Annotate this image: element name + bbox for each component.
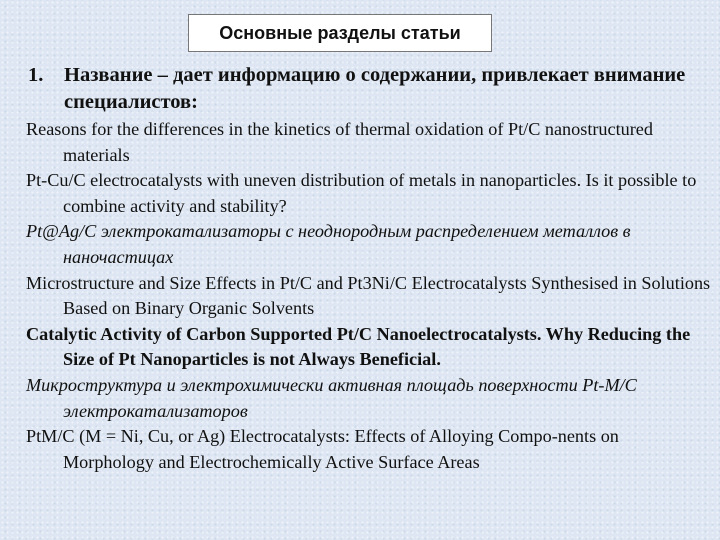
point-text: Название – дает информацию о содержании, привлекает внимание специалистов: xyxy=(64,64,686,113)
section-title xyxy=(188,14,492,52)
list-item: Микроструктура и электрохимически активная площадь поверхности Pt-M/C электрокатализаторов xyxy=(26,374,637,421)
list-item: Pt-Cu/C electrocatalysts with uneven distribution of metals in nanoparticles. Is it possible to combine activity and stability? xyxy=(26,170,697,216)
list-item: Catalytic Activity of Carbon Supported Pt/C Nanoelectrocatalysts. Why Reducing the Size of Pt Nanoparticles is not Always Beneficial. xyxy=(26,323,691,370)
list-item: Pt@Ag/C электрокатализаторы с неоднородным распределением металлов в наночастицах xyxy=(26,221,631,267)
list-item: PtM/C (M = Ni, Cu, or Ag) Electrocatalysts: Effects of Alloying Compo-nents on Morphology and Electrochemically Active Surface Areas xyxy=(26,426,619,472)
point-number: 1. xyxy=(28,64,44,86)
article-title-list xyxy=(26,117,712,475)
list-item: Reasons for the differences in the kinetics of thermal oxidation of Pt/C nanostructured materials xyxy=(26,119,653,165)
numbered-point xyxy=(28,62,708,116)
list-item: Microstructure and Size Effects in Pt/C and Pt3Ni/C Electrocatalysts Synthesised in Solutions Based on Binary Organic Solvents xyxy=(26,272,711,319)
section-title-text: Основные разделы статьи xyxy=(219,22,461,43)
